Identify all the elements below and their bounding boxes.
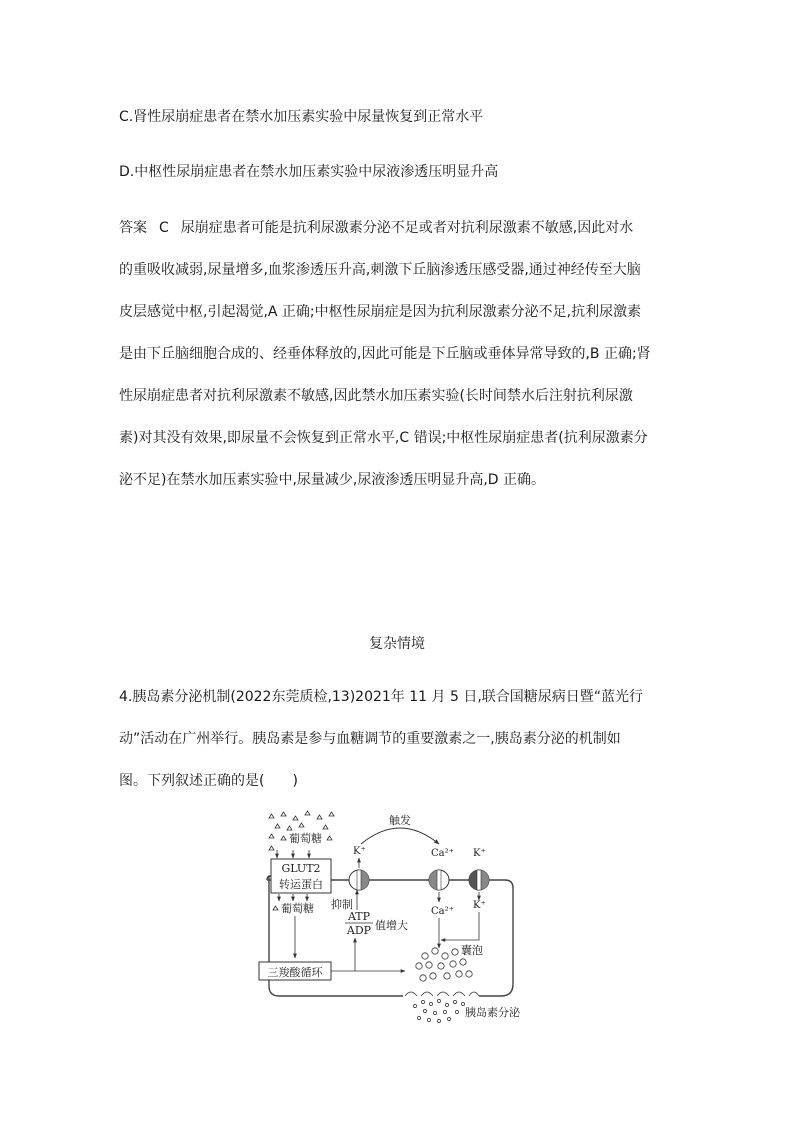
answer-line-3: 皮层感觉中枢,引起渴觉,A 正确;中枢性尿崩症是因为抗利尿激素分泌不足,抗利尿激素	[119, 304, 642, 320]
k-ion-2-label: K⁺	[473, 848, 486, 859]
section-title: 复杂情境	[369, 636, 425, 652]
answer-line-5: 性尿崩症患者对抗利尿激素不敏感,因此禁水加压素实验(长时间禁水后注射抗利尿激	[119, 388, 633, 404]
option-d: D.中枢性尿崩症患者在禁水加压素实验中尿液渗透压明显升高	[119, 164, 499, 180]
k-channel	[349, 870, 369, 890]
answer-label: 答案	[119, 220, 147, 236]
glucose-top-label: 葡萄糖	[289, 832, 322, 845]
glucose-entry-arrows	[277, 850, 309, 858]
question-line-1: 4.胰岛素分泌机制(2022东莞质检,13)2021年 11 月 5 日,联合国糖尿病日暨“蓝光行	[119, 689, 644, 705]
insulin-secretion-label: 胰岛素分泌	[465, 1006, 520, 1019]
glucose-inside-label: 葡萄糖	[281, 902, 314, 915]
answer-line-6: 素)对其没有效果,即尿量不会恢复到正常水平,C 错误;中枢性尿崩症患者(抗利尿激素分	[119, 430, 648, 446]
ca-ion-label: Ca²⁺	[431, 848, 454, 859]
trigger-arc	[361, 828, 439, 844]
insulin-secretion-diagram	[255, 806, 545, 1028]
glucose-exit-arrows	[279, 894, 307, 901]
answer-letter: C	[159, 220, 169, 236]
ca-channel	[429, 870, 449, 890]
question-line-3: 图。下列叙述正确的是( )	[119, 773, 298, 789]
option-c: C.肾性尿崩症患者在禁水加压素实验中尿量恢复到正常水平	[119, 109, 484, 125]
glut2-label: GLUT2	[281, 862, 321, 875]
question-line-2: 动”活动在广州举行。胰岛素是参与血糖调节的重要激素之一,胰岛素分泌的机制如	[119, 731, 621, 747]
adp-label: ADP	[346, 924, 372, 937]
vesicle-label: 囊泡	[461, 944, 483, 957]
glucose-triangles-inside	[273, 906, 278, 910]
ca-ion-inside-label: Ca²⁺	[431, 906, 454, 917]
answer-line-1	[119, 218, 633, 238]
k-ion-label: K⁺	[353, 846, 366, 857]
inhibit-label: 抑制	[331, 898, 353, 911]
answer-text-1: 尿崩症患者可能是抗利尿激素分泌不足或者对抗利尿激素不敏感,因此对水	[180, 220, 634, 236]
trigger-label: 触发	[389, 814, 411, 827]
k-ion-inside-label: K⁺	[473, 900, 486, 911]
membrane-right	[479, 880, 513, 996]
ratio-up-label: 值增大	[375, 919, 408, 932]
transporter-label: 转运蛋白	[279, 878, 323, 891]
answer-line-2: 的重吸收减弱,尿量增多,血浆渗透压升高,刺激下丘脑渗透压感受器,通过神经传至大脑	[119, 262, 641, 278]
tca-cycle-label: 三羧酸循环	[267, 966, 323, 979]
answer-line-7: 泌不足)在禁水加压素实验中,尿量减少,尿液渗透压明显升高,D 正确。	[119, 472, 546, 488]
k-channel-2	[469, 870, 489, 890]
atp-label: ATP	[347, 910, 371, 923]
answer-line-4: 是由下丘脑细胞合成的、经垂体释放的,因此可能是下丘脑或垂体异常导致的,B 正确;肾	[119, 346, 651, 362]
